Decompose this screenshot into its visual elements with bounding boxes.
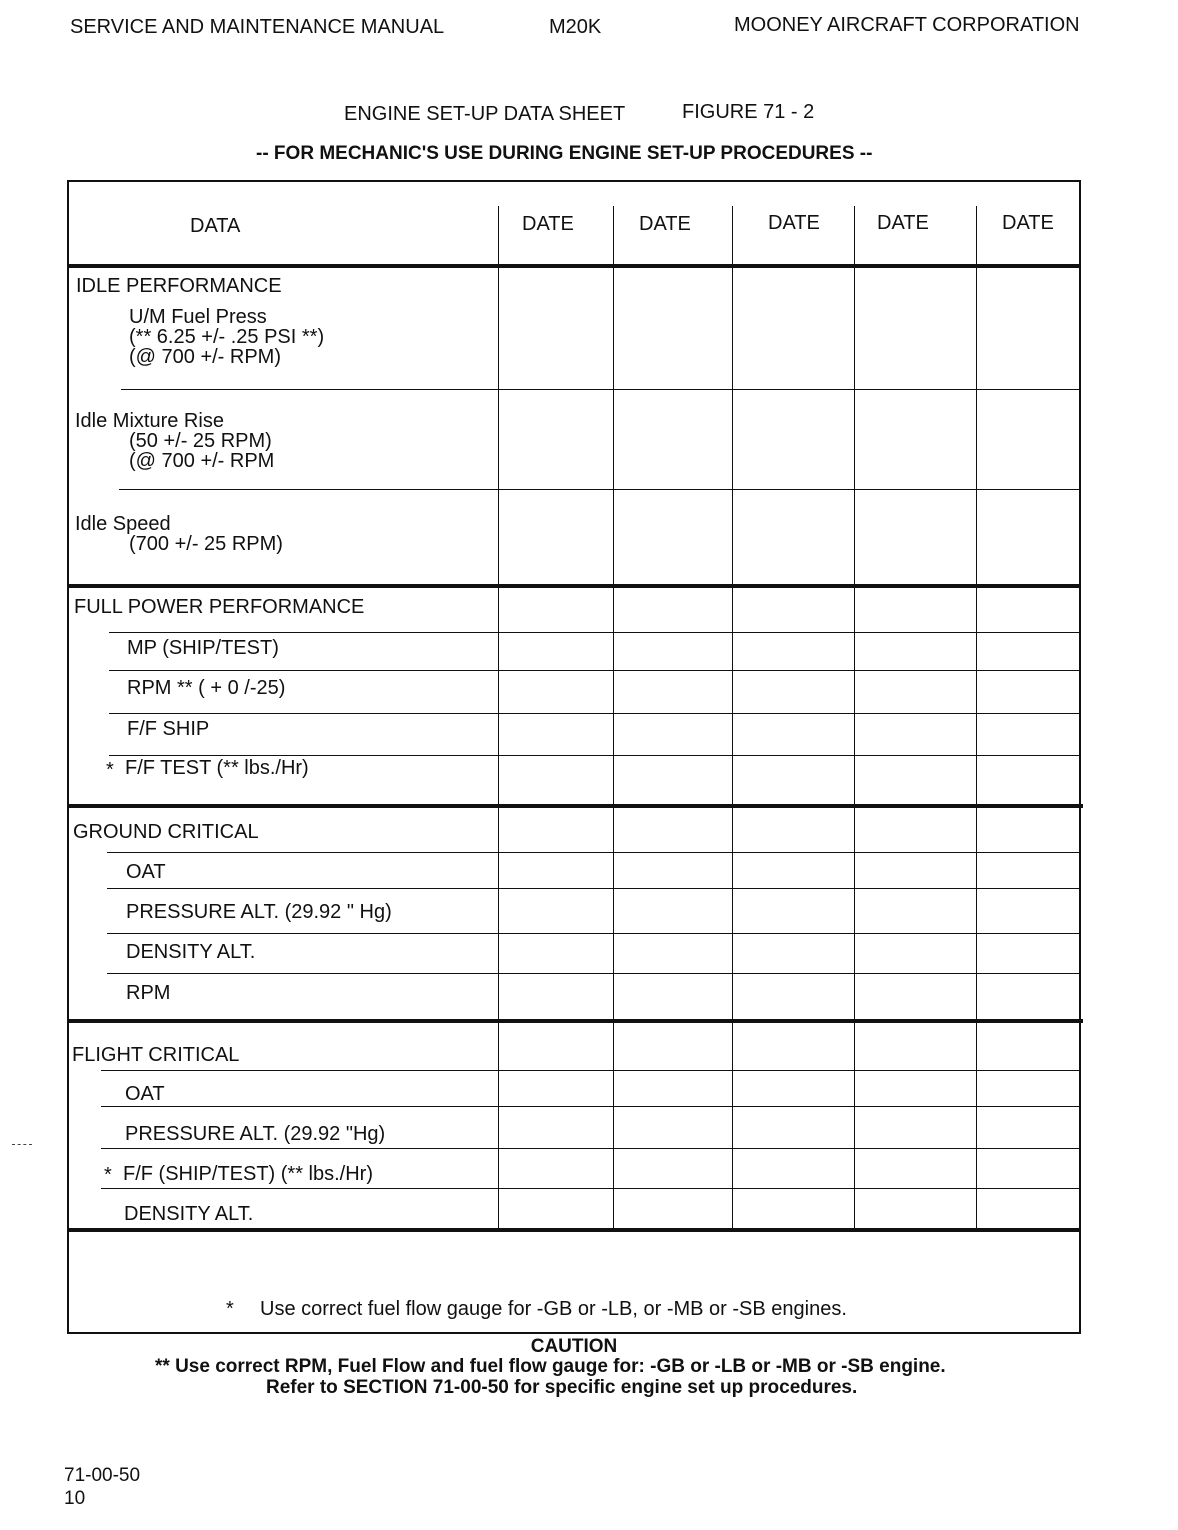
ground-critical-row: DENSITY ALT.: [126, 941, 256, 963]
idle-speed-label: Idle Speed: [75, 513, 171, 535]
section-number: 71-00-50: [64, 1465, 141, 1486]
sheet-title: ENGINE SET-UP DATA SHEET: [344, 103, 626, 125]
fuel-press-rpm: (@ 700 +/- RPM): [129, 346, 282, 368]
row-rule: [107, 973, 1081, 974]
ground-critical-row: PRESSURE ALT. (29.92 " Hg): [126, 901, 392, 923]
column-divider: [732, 206, 733, 1229]
fuel-flow-note: Use correct fuel flow gauge for -GB or -LB, or -MB or -SB engines.: [260, 1298, 847, 1320]
scan-mark: [12, 1144, 32, 1145]
full-power-row: RPM ** ( + 0 /-25): [127, 677, 286, 699]
idle-mixture-rise-label: Idle Mixture Rise: [75, 410, 224, 432]
section-rule: [69, 804, 1083, 808]
full-power-heading: FULL POWER PERFORMANCE: [74, 596, 365, 618]
full-power-row: F/F SHIP: [127, 718, 210, 740]
full-power-row: MP (SHIP/TEST): [127, 637, 279, 659]
row-rule: [101, 1188, 1081, 1189]
section-rule: [69, 1019, 1083, 1023]
note-asterisk: *: [226, 1298, 234, 1320]
fuel-press-spec: (** 6.25 +/- .25 PSI **): [129, 326, 325, 348]
row-rule: [101, 1070, 1081, 1071]
column-divider: [854, 206, 855, 1229]
row-rule: [109, 632, 1081, 633]
row-rule: [109, 713, 1081, 714]
manual-title: SERVICE AND MAINTENANCE MANUAL: [70, 16, 445, 38]
date-column-header-3: DATE: [768, 212, 820, 234]
column-divider: [498, 206, 499, 1229]
caution-line-1: ** Use correct RPM, Fuel Flow and fuel flow gauge for: -GB or -LB or -MB or -SB engine.: [155, 1356, 946, 1377]
section-rule: [69, 1228, 1081, 1232]
ground-critical-row: OAT: [126, 861, 166, 883]
row-rule: [109, 670, 1081, 671]
header-rule: [69, 264, 1081, 268]
data-column-header: DATA: [190, 215, 241, 237]
flight-critical-heading: FLIGHT CRITICAL: [72, 1044, 240, 1066]
row-rule: [101, 1148, 1081, 1149]
idle-speed-spec: (700 +/- 25 RPM): [129, 533, 283, 555]
date-column-header-4: DATE: [877, 212, 929, 234]
row-rule: [109, 755, 1081, 756]
row-rule: [107, 933, 1081, 934]
column-divider: [613, 206, 614, 1229]
asterisk-mark: *: [106, 759, 114, 781]
figure-label: FIGURE 71 - 2: [682, 101, 815, 123]
sheet-subtitle: -- FOR MECHANIC'S USE DURING ENGINE SET-UP PROCEDURES --: [256, 143, 873, 164]
model-number: M20K: [549, 16, 602, 38]
row-rule: [121, 389, 1081, 390]
ground-critical-heading: GROUND CRITICAL: [73, 821, 259, 843]
fuel-press-label: U/M Fuel Press: [129, 306, 267, 328]
flight-critical-row: OAT: [125, 1083, 165, 1105]
row-rule: [101, 1106, 1081, 1107]
row-rule: [107, 888, 1081, 889]
date-column-header-2: DATE: [639, 213, 691, 235]
date-column-header-5: DATE: [1002, 212, 1054, 234]
flight-critical-row: DENSITY ALT.: [124, 1203, 254, 1225]
caution-line-2: Refer to SECTION 71-00-50 for specific engine set up procedures.: [266, 1377, 858, 1398]
date-column-header-1: DATE: [522, 213, 574, 235]
column-divider: [976, 206, 977, 1229]
idle-mixture-rise-spec: (50 +/- 25 RPM): [129, 430, 272, 452]
flight-critical-row: F/F (SHIP/TEST) (** lbs./Hr): [123, 1163, 373, 1185]
idle-mixture-rise-rpm: (@ 700 +/- RPM: [129, 450, 275, 472]
idle-performance-heading: IDLE PERFORMANCE: [76, 275, 282, 297]
row-rule: [107, 852, 1081, 853]
ground-critical-row: RPM: [126, 982, 171, 1004]
asterisk-mark: *: [104, 1164, 112, 1186]
company-name: MOONEY AIRCRAFT CORPORATION: [734, 14, 1080, 36]
caution-heading: CAUTION: [530, 1336, 618, 1357]
row-rule: [119, 489, 1081, 490]
section-rule: [69, 584, 1081, 588]
page-number: 10: [64, 1488, 86, 1509]
full-power-row: F/F TEST (** lbs./Hr): [125, 757, 309, 779]
flight-critical-row: PRESSURE ALT. (29.92 "Hg): [125, 1123, 386, 1145]
